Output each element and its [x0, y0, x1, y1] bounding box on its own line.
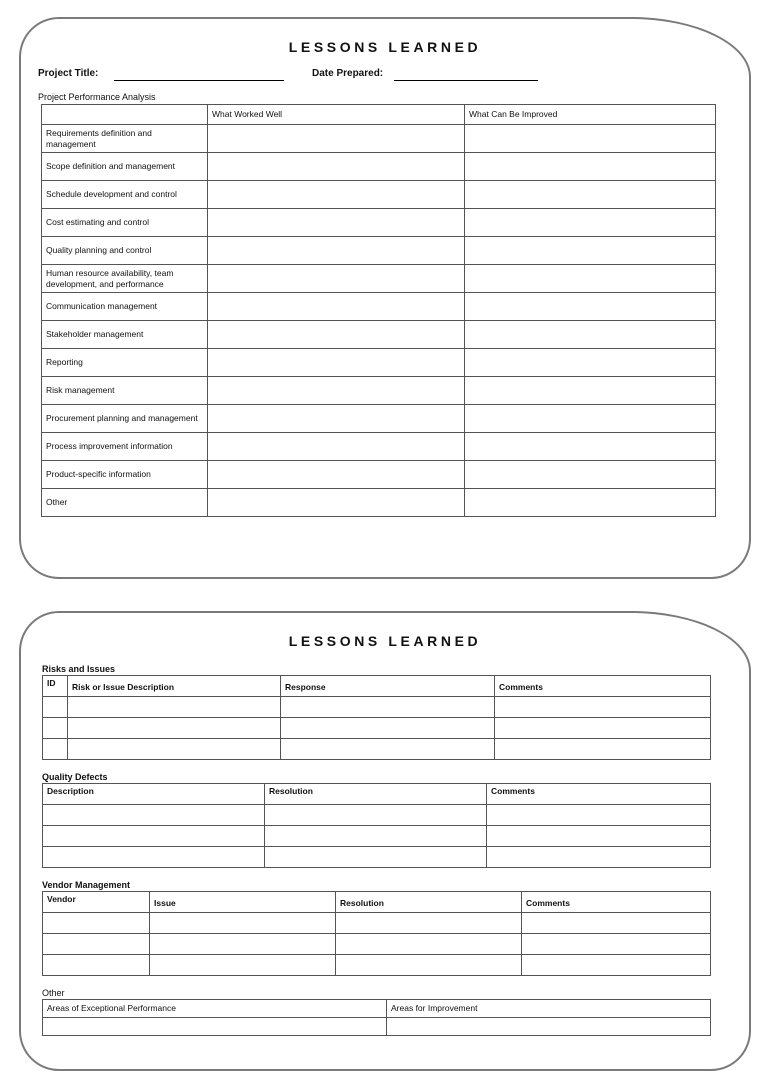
- row-label: Quality planning and control: [42, 237, 208, 265]
- project-title-label: Project Title:: [38, 68, 99, 79]
- header-cell: Comments: [495, 676, 711, 697]
- cell[interactable]: [387, 1018, 711, 1036]
- table-row: [43, 697, 711, 718]
- cell[interactable]: [487, 805, 711, 826]
- row-label: Communication management: [42, 293, 208, 321]
- header-cell: Areas for Improvement: [387, 1000, 711, 1018]
- worked-well-cell[interactable]: [208, 433, 465, 461]
- worked-well-cell[interactable]: [208, 321, 465, 349]
- section-label-vendor: Vendor Management: [42, 880, 131, 890]
- page-2-form: [19, 611, 751, 1071]
- header-cell: Response: [281, 676, 495, 697]
- cell[interactable]: [281, 697, 495, 718]
- cell[interactable]: [68, 718, 281, 739]
- row-label: Process improvement information: [42, 433, 208, 461]
- worked-well-cell[interactable]: [208, 237, 465, 265]
- can-be-improved-cell[interactable]: [465, 349, 716, 377]
- header-cell: What Can Be Improved: [465, 105, 716, 125]
- can-be-improved-cell[interactable]: [465, 125, 716, 153]
- worked-well-cell[interactable]: [208, 153, 465, 181]
- row-label: Schedule development and control: [42, 181, 208, 209]
- row-label: Product-specific information: [42, 461, 208, 489]
- header-cell: Resolution: [336, 892, 522, 913]
- header-cell: Comments: [522, 892, 711, 913]
- can-be-improved-cell[interactable]: [465, 377, 716, 405]
- can-be-improved-cell[interactable]: [465, 209, 716, 237]
- table-row: [42, 349, 716, 377]
- worked-well-cell[interactable]: [208, 405, 465, 433]
- table-row: [42, 153, 716, 181]
- table-header-row: [43, 892, 711, 913]
- section-label-quality: Quality Defects: [42, 772, 108, 782]
- header-cell: Issue: [150, 892, 336, 913]
- cell[interactable]: [336, 955, 522, 976]
- worked-well-cell[interactable]: [208, 209, 465, 237]
- cell[interactable]: [487, 847, 711, 868]
- row-label: Cost estimating and control: [42, 209, 208, 237]
- cell[interactable]: [43, 934, 150, 955]
- cell[interactable]: [265, 805, 487, 826]
- table-row: [42, 209, 716, 237]
- table-row: [43, 805, 711, 826]
- cell[interactable]: [281, 739, 495, 760]
- table-row: [42, 237, 716, 265]
- can-be-improved-cell[interactable]: [465, 489, 716, 517]
- can-be-improved-cell[interactable]: [465, 321, 716, 349]
- cell[interactable]: [150, 913, 336, 934]
- worked-well-cell[interactable]: [208, 377, 465, 405]
- cell[interactable]: [68, 697, 281, 718]
- cell[interactable]: [522, 934, 711, 955]
- header-cell: Description: [43, 784, 265, 805]
- section-label-risks: Risks and Issues: [42, 664, 116, 674]
- can-be-improved-cell[interactable]: [465, 433, 716, 461]
- cell[interactable]: [495, 739, 711, 760]
- cell[interactable]: [43, 1018, 387, 1036]
- table-header-row: [43, 676, 711, 697]
- can-be-improved-cell[interactable]: [465, 181, 716, 209]
- table-row: [42, 181, 716, 209]
- other-table: [42, 999, 711, 1036]
- header-cell: Resolution: [265, 784, 487, 805]
- table-row: [43, 718, 711, 739]
- cell[interactable]: [68, 739, 281, 760]
- table-row: [43, 934, 711, 955]
- table-row: [42, 125, 716, 153]
- table-row: [43, 739, 711, 760]
- worked-well-cell[interactable]: [208, 265, 465, 293]
- cell[interactable]: [265, 847, 487, 868]
- cell[interactable]: [495, 697, 711, 718]
- cell[interactable]: [43, 847, 265, 868]
- performance-analysis-table: [41, 104, 716, 517]
- cell[interactable]: [43, 826, 265, 847]
- cell[interactable]: [281, 718, 495, 739]
- table-row: [43, 1018, 711, 1036]
- cell[interactable]: [150, 934, 336, 955]
- can-be-improved-cell[interactable]: [465, 405, 716, 433]
- row-label: Stakeholder management: [42, 321, 208, 349]
- worked-well-cell[interactable]: [208, 181, 465, 209]
- table-row: [42, 265, 716, 293]
- row-label: Procurement planning and management: [42, 405, 208, 433]
- header-cell: Risk or Issue Description: [68, 676, 281, 697]
- header-cell: ID: [43, 676, 68, 697]
- row-label: Other: [42, 489, 208, 517]
- cell[interactable]: [43, 913, 150, 934]
- header-cell: Vendor: [43, 892, 150, 913]
- table-row: [42, 489, 716, 517]
- section-label-other: Other: [42, 988, 65, 998]
- table-row: [42, 377, 716, 405]
- header-cell: What Worked Well: [208, 105, 465, 125]
- table-header-row: [43, 784, 711, 805]
- cell[interactable]: [336, 934, 522, 955]
- section-label-performance: Project Performance Analysis: [38, 92, 156, 102]
- table-row: [42, 293, 716, 321]
- cell[interactable]: [487, 826, 711, 847]
- risks-issues-table: [42, 675, 711, 760]
- can-be-improved-cell[interactable]: [465, 237, 716, 265]
- cell[interactable]: [43, 955, 150, 976]
- cell[interactable]: [43, 805, 265, 826]
- header-cell: Areas of Exceptional Performance: [43, 1000, 387, 1018]
- cell[interactable]: [265, 826, 487, 847]
- can-be-improved-cell[interactable]: [465, 265, 716, 293]
- table-header-row: [42, 105, 716, 125]
- row-label: Reporting: [42, 349, 208, 377]
- vendor-management-table: [42, 891, 711, 976]
- row-label: Scope definition and management: [42, 153, 208, 181]
- worked-well-cell[interactable]: [208, 293, 465, 321]
- row-label: Human resource availability, team development, and performance: [42, 265, 208, 293]
- cell[interactable]: [336, 913, 522, 934]
- date-prepared-label: Date Prepared:: [312, 68, 384, 79]
- table-row: [42, 321, 716, 349]
- table-row: [42, 433, 716, 461]
- table-row: [43, 826, 711, 847]
- page-1-form: [19, 17, 751, 579]
- worked-well-cell[interactable]: [208, 489, 465, 517]
- worked-well-cell[interactable]: [208, 125, 465, 153]
- cell[interactable]: [43, 697, 68, 718]
- can-be-improved-cell[interactable]: [465, 293, 716, 321]
- cell[interactable]: [522, 955, 711, 976]
- cell[interactable]: [150, 955, 336, 976]
- cell[interactable]: [43, 718, 68, 739]
- header-cell: [42, 105, 208, 125]
- row-label: Risk management: [42, 377, 208, 405]
- date-prepared-field[interactable]: [394, 80, 538, 81]
- table-row: [43, 913, 711, 934]
- cell[interactable]: [522, 913, 711, 934]
- quality-defects-table: [42, 783, 711, 868]
- project-title-field[interactable]: [114, 80, 284, 81]
- cell[interactable]: [495, 718, 711, 739]
- table-row: [43, 955, 711, 976]
- worked-well-cell[interactable]: [208, 461, 465, 489]
- header-cell: Comments: [487, 784, 711, 805]
- page-title: LESSONS LEARNED: [288, 39, 482, 55]
- can-be-improved-cell[interactable]: [465, 461, 716, 489]
- can-be-improved-cell[interactable]: [465, 153, 716, 181]
- cell[interactable]: [43, 739, 68, 760]
- row-label: Requirements definition and management: [42, 125, 208, 153]
- table-header-row: [43, 1000, 711, 1018]
- page-title: LESSONS LEARNED: [288, 633, 482, 649]
- worked-well-cell[interactable]: [208, 349, 465, 377]
- table-row: [43, 847, 711, 868]
- table-row: [42, 461, 716, 489]
- table-row: [42, 405, 716, 433]
